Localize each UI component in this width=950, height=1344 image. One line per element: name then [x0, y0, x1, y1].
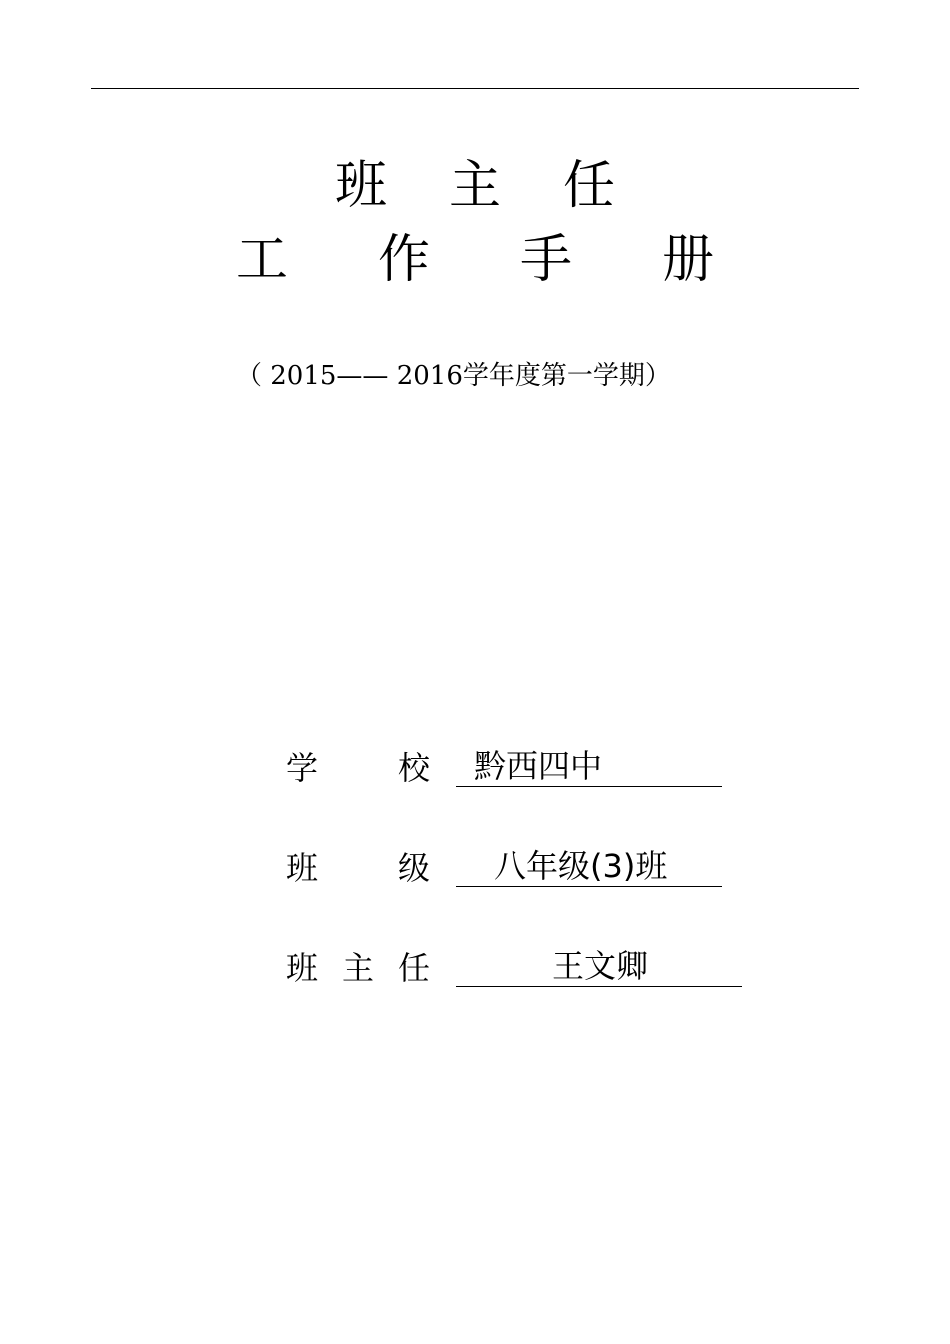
school-label	[286, 746, 446, 790]
term-subtitle: （ 2015—— 2016学年度第一学期）	[236, 361, 671, 391]
label-char: 学	[286, 749, 319, 787]
school-field	[286, 746, 746, 790]
label-char: 班	[286, 849, 319, 887]
title-line-1	[0, 156, 950, 216]
teacher-field	[286, 946, 756, 990]
label-char: 校	[398, 749, 431, 787]
title-char: 主	[449, 156, 502, 216]
school-value: 黔西四中	[474, 747, 603, 785]
label-char: 主	[342, 949, 375, 987]
title-char: 班	[335, 156, 388, 216]
title-char: 手	[520, 230, 573, 290]
title-char: 任	[563, 156, 616, 216]
title-char: 作	[378, 230, 431, 290]
label-char: 级	[398, 849, 431, 887]
label-char: 班	[286, 949, 319, 987]
teacher-value: 王文卿	[552, 947, 649, 985]
header-rule	[91, 88, 859, 89]
title-char: 册	[662, 230, 715, 290]
label-char: 任	[398, 949, 431, 987]
title-char: 工	[236, 230, 289, 290]
class-value: 八年级(3)班	[494, 847, 668, 885]
class-field	[286, 846, 746, 890]
teacher-label	[286, 946, 446, 990]
title-line-2	[0, 230, 950, 290]
class-label	[286, 846, 446, 890]
